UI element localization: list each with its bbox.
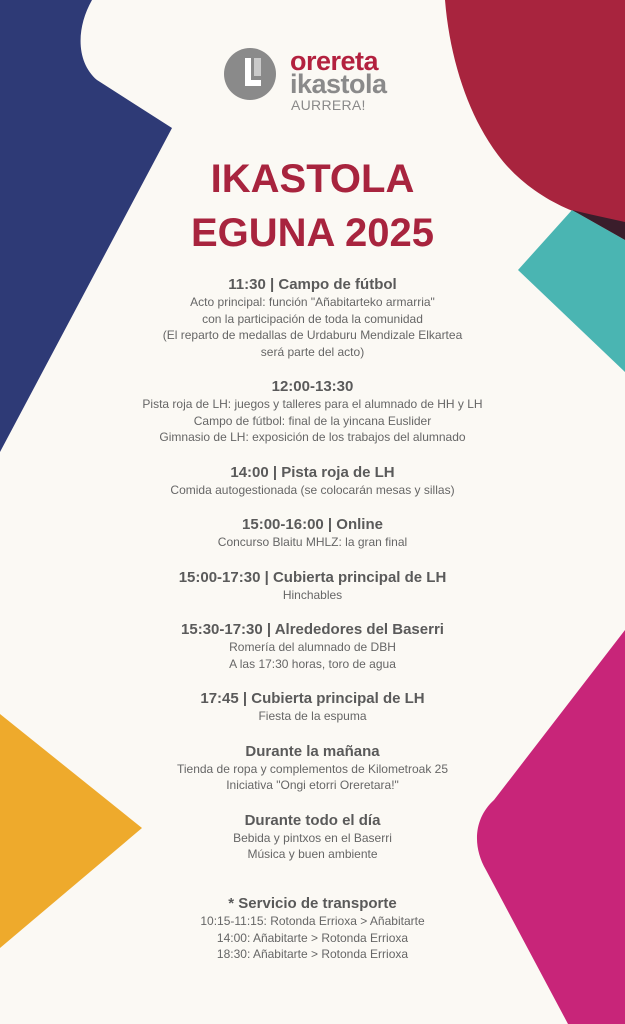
event-description: Campo de fútbol: final de la yincana Euslider [193,413,432,428]
event-description: Tienda de ropa y complementos de Kilometroak 25 [176,761,449,776]
title-line-1: IKASTOLA [210,157,415,201]
event-description: Pista roja de LH: juegos y talleres para el alumnado de HH y LH [142,397,483,411]
event-block [100,811,525,863]
event-description: Gimnasio de LH: exposición de los trabajos del alumnado [159,430,466,444]
event-heading: Durante todo el día [244,811,381,829]
transport-heading: * Servicio de transporte [228,895,397,912]
event-description: A las 17:30 horas, toro de agua [229,656,396,671]
event-block [100,689,525,725]
event-heading: 12:00-13:30 [271,378,354,395]
transport-line: 10:15-11:15: Rotonda Errioxa > Añabitarte [200,914,425,928]
event-heading: 15:00-16:00 | Online [242,516,383,533]
transport-line: 18:30: Añabitarte > Rotonda Errioxa [216,947,409,961]
event-block [100,620,525,672]
logo-tagline: AURRERA! [291,97,366,113]
event-block [100,742,525,794]
transport-section [100,894,525,963]
event-description: Acto principal: función "Añabitarteko armarria" [190,295,435,309]
event-block [100,463,525,499]
title-line-2: EGUNA 2025 [190,211,435,255]
event-heading: 15:00-17:30 | Cubierta principal de LH [178,568,447,586]
event-program [100,275,525,880]
event-heading: 15:30-17:30 | Alrededores del Baserri [181,621,444,638]
transport-line: 14:00: Añabitarte > Rotonda Errioxa [216,930,409,945]
event-description: Iniciativa "Ongi etorri Oreretara!" [226,778,399,792]
event-block [100,515,525,551]
event-description: Hinchables [282,587,343,602]
logo-text-ikastola: ikastola [290,69,387,99]
logo-text-orereta: orereta [290,46,379,76]
event-heading: Durante la mañana [245,742,380,760]
page-title [0,152,625,260]
event-description: Música y buen ambiente [247,847,378,861]
event-description: con la participación de toda la comunidad [202,311,423,326]
event-heading: 11:30 | Campo de fútbol [228,276,397,293]
event-description: será parte del acto) [260,344,365,359]
event-heading: 17:45 | Cubierta principal de LH [200,690,425,707]
event-block [100,275,525,360]
event-description: Romería del alumnado de DBH [229,640,396,654]
event-heading: 14:00 | Pista roja de LH [230,463,395,481]
event-description: (El reparto de medallas de Urdaburu Mendizale Elkartea [162,328,463,342]
event-description: Fiesta de la espuma [258,709,367,723]
event-description: Comida autogestionada (se colocarán mesas y sillas) [170,482,455,497]
ikastola-logo-icon [224,48,276,100]
event-block [100,377,525,446]
event-block [100,568,525,604]
ikastola-logo [224,44,404,116]
event-description: Bebida y pintxos en el Baserri [233,830,392,845]
event-description: Concurso Blaitu MHLZ: la gran final [217,535,408,549]
